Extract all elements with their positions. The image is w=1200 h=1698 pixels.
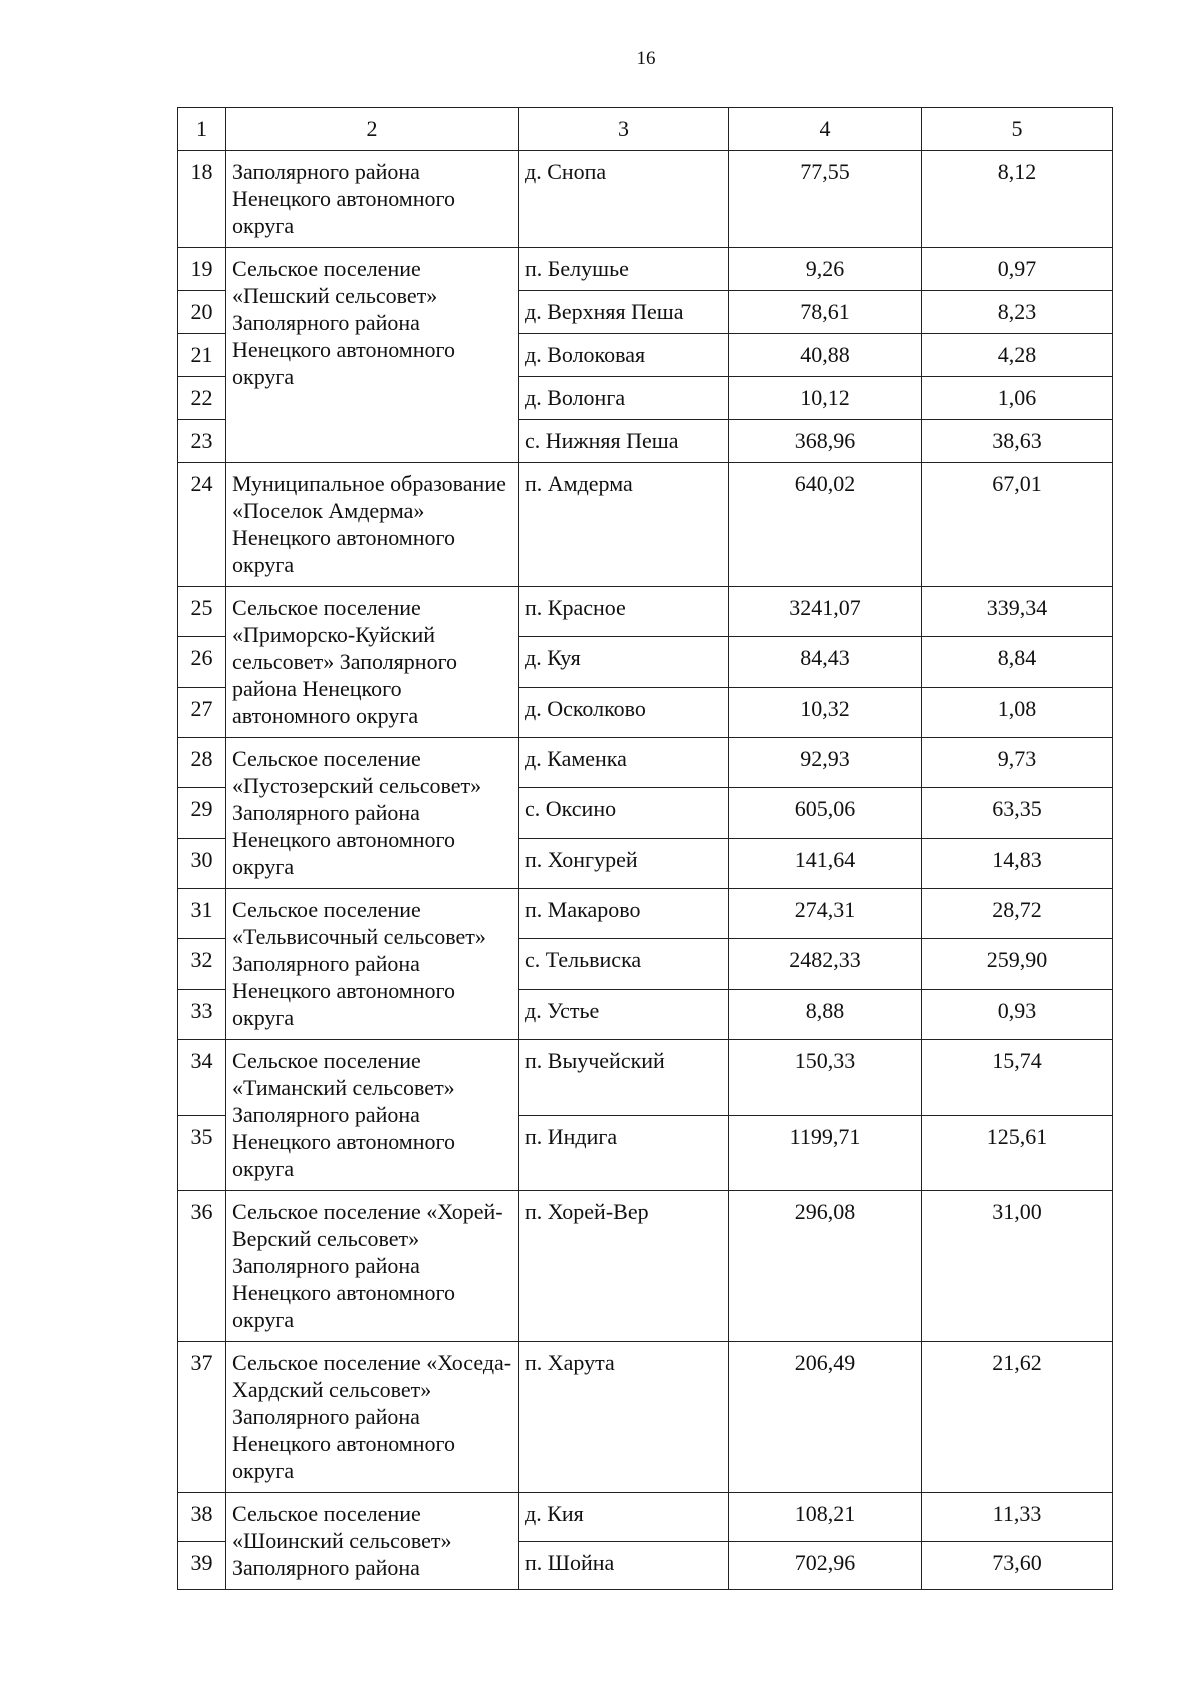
value-col5: 0,97 xyxy=(922,248,1113,291)
settlement-name: д. Куя xyxy=(519,637,729,687)
table-row xyxy=(178,248,1113,291)
value-col5: 339,34 xyxy=(922,587,1113,637)
row-number: 38 xyxy=(178,1493,226,1542)
settlement-name: п. Выучейский xyxy=(519,1040,729,1116)
value-col4: 10,32 xyxy=(729,687,922,737)
value-col5: 38,63 xyxy=(922,420,1113,463)
value-col5: 8,84 xyxy=(922,637,1113,687)
value-col4: 150,33 xyxy=(729,1040,922,1116)
row-number: 36 xyxy=(178,1191,226,1342)
row-number: 27 xyxy=(178,687,226,737)
row-number: 29 xyxy=(178,788,226,838)
value-col4: 84,43 xyxy=(729,637,922,687)
municipality-name: Сельское поселение «Пешский сельсовет» Заполярного района Ненецкого автономного округа xyxy=(226,248,519,463)
value-col4: 141,64 xyxy=(729,838,922,888)
value-col5: 4,28 xyxy=(922,334,1113,377)
row-number: 30 xyxy=(178,838,226,888)
settlement-name: д. Волонга xyxy=(519,377,729,420)
value-col4: 702,96 xyxy=(729,1541,922,1590)
municipality-name: Сельское поселение «Пустозерский сельсовет» Заполярного района Ненецкого автономного округа xyxy=(226,738,519,889)
value-col4: 78,61 xyxy=(729,291,922,334)
value-col4: 92,93 xyxy=(729,738,922,788)
value-col4: 368,96 xyxy=(729,420,922,463)
table-row xyxy=(178,1040,1113,1116)
settlement-name: п. Макарово xyxy=(519,889,729,939)
value-col5: 8,12 xyxy=(922,151,1113,248)
value-col5: 9,73 xyxy=(922,738,1113,788)
settlements-table xyxy=(177,107,1113,1590)
settlement-name: п. Хорей-Вер xyxy=(519,1191,729,1342)
row-number: 21 xyxy=(178,334,226,377)
value-col4: 274,31 xyxy=(729,889,922,939)
settlement-name: д. Каменка xyxy=(519,738,729,788)
value-col5: 14,83 xyxy=(922,838,1113,888)
value-col4: 10,12 xyxy=(729,377,922,420)
value-col5: 1,08 xyxy=(922,687,1113,737)
row-number: 33 xyxy=(178,989,226,1039)
value-col5: 0,93 xyxy=(922,989,1113,1039)
table-row xyxy=(178,463,1113,587)
value-col5: 8,23 xyxy=(922,291,1113,334)
value-col4: 2482,33 xyxy=(729,939,922,989)
value-col4: 9,26 xyxy=(729,248,922,291)
row-number: 35 xyxy=(178,1115,226,1191)
municipality-name: Сельское поселение «Приморско-Куйский сельсовет» Заполярного района Ненецкого автономного округа xyxy=(226,587,519,738)
municipality-name: Сельское поселение «Тиманский сельсовет» Заполярного района Ненецкого автономного округа xyxy=(226,1040,519,1191)
row-number: 18 xyxy=(178,151,226,248)
row-number: 31 xyxy=(178,889,226,939)
row-number: 34 xyxy=(178,1040,226,1116)
header-cell: 5 xyxy=(922,108,1113,151)
municipality-name: Сельское поселение «Шоинский сельсовет» Заполярного района xyxy=(226,1493,519,1590)
table-row xyxy=(178,889,1113,939)
settlement-name: п. Шойна xyxy=(519,1541,729,1590)
settlement-name: с. Нижняя Пеша xyxy=(519,420,729,463)
row-number: 39 xyxy=(178,1541,226,1590)
row-number: 22 xyxy=(178,377,226,420)
municipality-name: Сельское поселение «Хоседа-Хардский сельсовет» Заполярного района Ненецкого автономного округа xyxy=(226,1342,519,1493)
settlement-name: д. Волоковая xyxy=(519,334,729,377)
value-col4: 640,02 xyxy=(729,463,922,587)
value-col5: 28,72 xyxy=(922,889,1113,939)
table-row xyxy=(178,1493,1113,1542)
row-number: 37 xyxy=(178,1342,226,1493)
value-col4: 40,88 xyxy=(729,334,922,377)
table-row xyxy=(178,587,1113,637)
value-col5: 11,33 xyxy=(922,1493,1113,1542)
value-col5: 73,60 xyxy=(922,1541,1113,1590)
value-col4: 296,08 xyxy=(729,1191,922,1342)
settlement-name: п. Амдерма xyxy=(519,463,729,587)
value-col5: 31,00 xyxy=(922,1191,1113,1342)
settlement-name: д. Устье xyxy=(519,989,729,1039)
row-number: 26 xyxy=(178,637,226,687)
value-col4: 108,21 xyxy=(729,1493,922,1542)
settlement-name: п. Белушье xyxy=(519,248,729,291)
header-cell: 4 xyxy=(729,108,922,151)
value-col5: 259,90 xyxy=(922,939,1113,989)
settlement-name: д. Снопа xyxy=(519,151,729,248)
value-col5: 21,62 xyxy=(922,1342,1113,1493)
value-col4: 77,55 xyxy=(729,151,922,248)
value-col5: 125,61 xyxy=(922,1115,1113,1191)
header-cell: 2 xyxy=(226,108,519,151)
row-number: 28 xyxy=(178,738,226,788)
value-col4: 1199,71 xyxy=(729,1115,922,1191)
settlement-name: п. Хонгурей xyxy=(519,838,729,888)
row-number: 19 xyxy=(178,248,226,291)
municipality-name: Заполярного района Ненецкого автономного округа xyxy=(226,151,519,248)
table-row xyxy=(178,1342,1113,1493)
value-col5: 63,35 xyxy=(922,788,1113,838)
page-number: 16 xyxy=(636,48,656,69)
municipality-name: Муниципальное образование «Поселок Амдерма» Ненецкого автономного округа xyxy=(226,463,519,587)
row-number: 24 xyxy=(178,463,226,587)
settlement-name: п. Индига xyxy=(519,1115,729,1191)
header-cell: 3 xyxy=(519,108,729,151)
municipality-name: Сельское поселение «Тельвисочный сельсовет» Заполярного района Ненецкого автономного округа xyxy=(226,889,519,1040)
value-col5: 1,06 xyxy=(922,377,1113,420)
settlement-name: п. Красное xyxy=(519,587,729,637)
settlement-name: с. Тельвиска xyxy=(519,939,729,989)
value-col5: 15,74 xyxy=(922,1040,1113,1116)
settlement-name: д. Осколково xyxy=(519,687,729,737)
table-row xyxy=(178,151,1113,248)
row-number: 20 xyxy=(178,291,226,334)
row-number: 32 xyxy=(178,939,226,989)
settlement-name: д. Кия xyxy=(519,1493,729,1542)
value-col5: 67,01 xyxy=(922,463,1113,587)
settlement-name: п. Харута xyxy=(519,1342,729,1493)
value-col4: 206,49 xyxy=(729,1342,922,1493)
settlement-name: с. Оксино xyxy=(519,788,729,838)
header-cell: 1 xyxy=(178,108,226,151)
table-row xyxy=(178,738,1113,788)
table-row xyxy=(178,1191,1113,1342)
value-col4: 3241,07 xyxy=(729,587,922,637)
table-header-row xyxy=(178,108,1113,151)
settlement-name: д. Верхняя Пеша xyxy=(519,291,729,334)
value-col4: 605,06 xyxy=(729,788,922,838)
municipality-name: Сельское поселение «Хорей-Верский сельсовет» Заполярного района Ненецкого автономного округа xyxy=(226,1191,519,1342)
row-number: 23 xyxy=(178,420,226,463)
row-number: 25 xyxy=(178,587,226,637)
value-col4: 8,88 xyxy=(729,989,922,1039)
